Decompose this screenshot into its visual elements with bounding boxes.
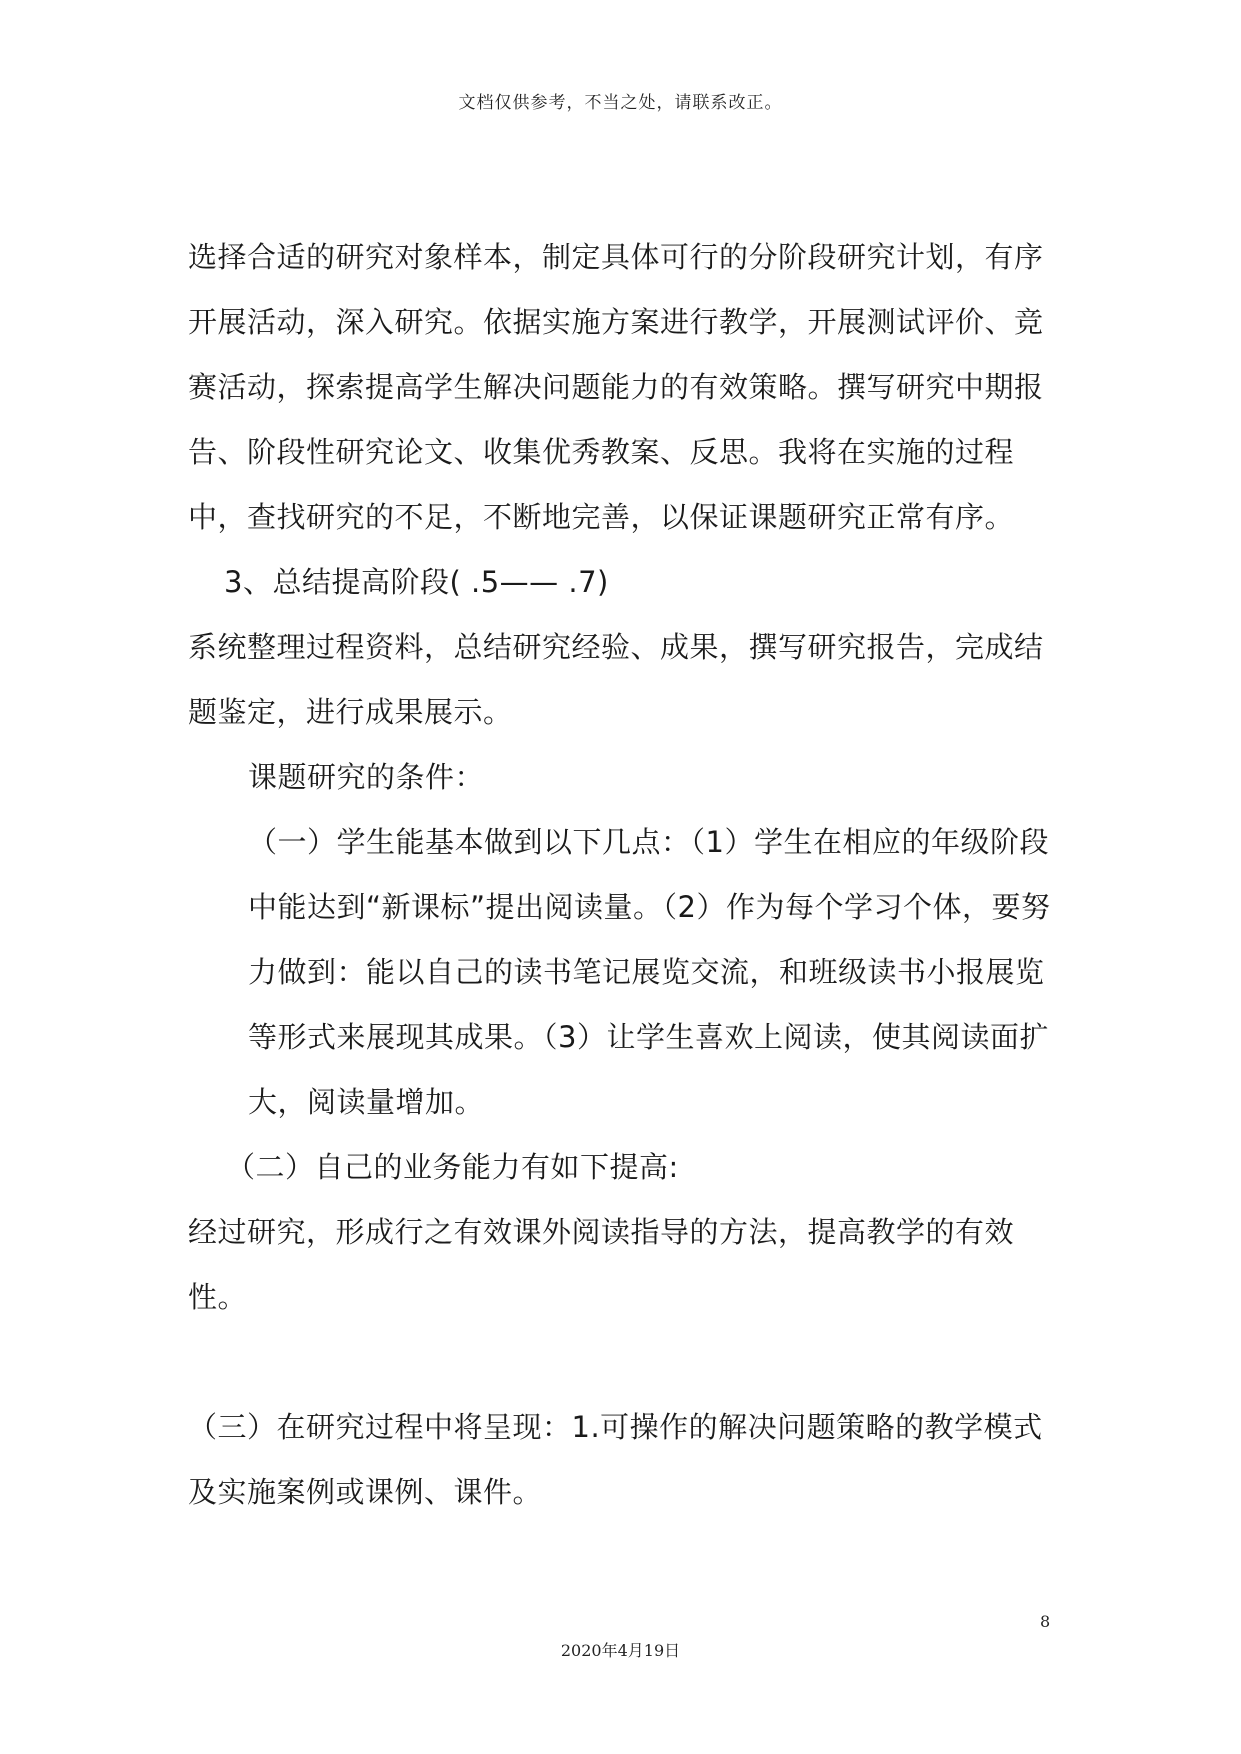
header-note: 文档仅供参考，不当之处，请联系改正。 <box>458 93 783 113</box>
page-number: 8 <box>1040 1612 1051 1631</box>
paragraph-condition-three: （三）在研究过程中将呈现：1.可操作的解决问题策略的教学模式及实施案例或课例、课件。 <box>188 1410 1043 1509</box>
paragraph-research-plan: 选择合适的研究对象样本，制定具体可行的分阶段研究计划，有序开展活动，深入研究。依据实施方案进行教学，开展测试评价、竞赛活动，探索提高学生解决问题能力的有效策略。撰写研究中期报告、阶段性研究论文、收集优秀教案、反思。我将在实施的过程中，查找研究的不足，不断地完善，以保证课题研究正常有序。 <box>188 240 1044 534</box>
paragraph-condition-two: 经过研究，形成行之有效课外阅读指导的方法，提高教学的有效性。 <box>188 1215 1015 1314</box>
paragraph-condition-two-heading: （二）自己的业务能力有如下提高: <box>226 1150 679 1184</box>
section-heading-summary-phase: 3、总结提高阶段( .5—— .7) <box>224 565 609 599</box>
document-body <box>188 225 1068 1525</box>
section-heading-conditions: 课题研究的条件： <box>248 760 485 794</box>
footer-date: 2020年4月19日 <box>560 1641 681 1660</box>
paragraph-condition-one: （一）学生能基本做到以下几点：（1）学生在相应的年级阶段中能达到“新课标”提出阅读量。（2）作为每个学习个体，要努力做到：能以自己的读书笔记展览交流，和班级读书小报展览等形式来展现其成果。（3）让学生喜欢上阅读，使其阅读面扩大，阅读量增加。 <box>248 825 1051 1119</box>
paragraph-spacer <box>188 1330 1068 1395</box>
paragraph-summary-phase: 系统整理过程资料，总结研究经验、成果，撰写研究报告，完成结题鉴定，进行成果展示。 <box>188 630 1044 729</box>
